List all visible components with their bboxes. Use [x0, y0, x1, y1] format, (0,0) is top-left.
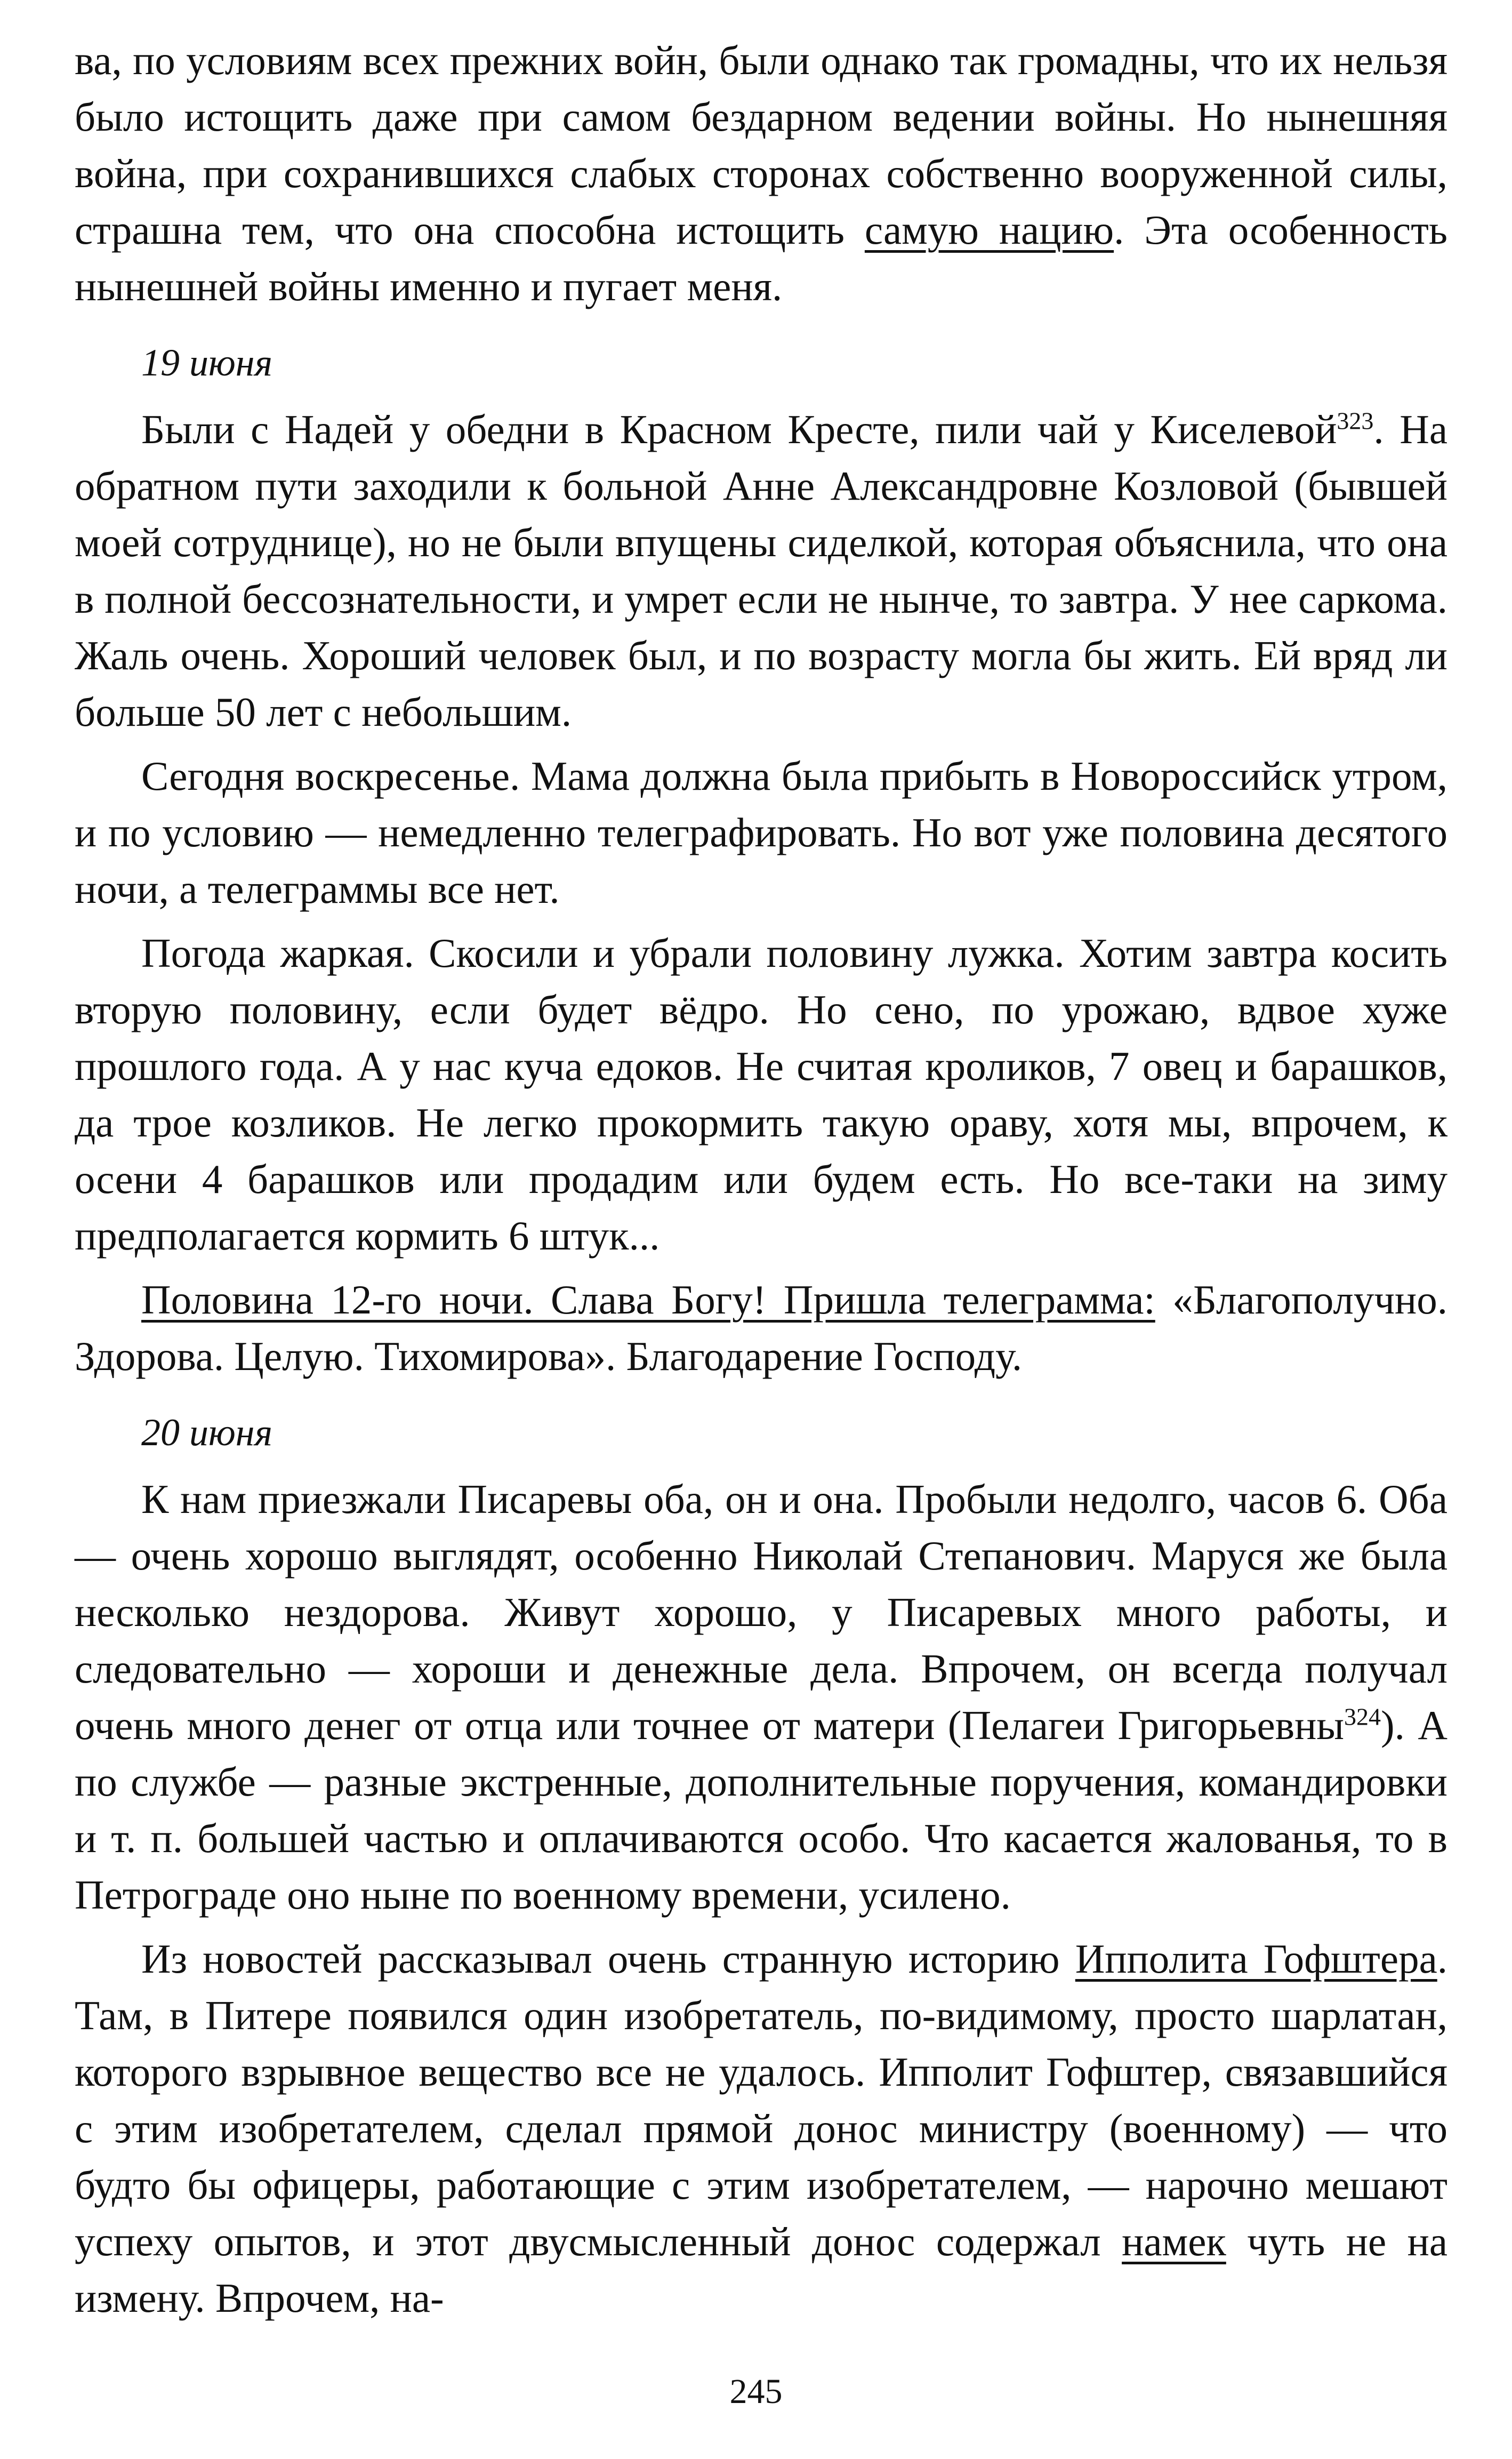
text-run: чуть не на измену. Впрочем, на-: [75, 2218, 1448, 2321]
text-run: . Там, в Питере появился один изобретатель, по-видимому, просто шарлатан, которого взрывное вещество все не удалось. Ипполит Гофштер, связавшийся с этим изобретателем, сделал прямой донос министру (военному) — что будто бы офицеры, работающие с этим изобретателем, — нарочно мешают успеху опытов, и этот двусмысленный донос содержал: [75, 1936, 1447, 2264]
footnote-ref: 323: [1337, 407, 1374, 435]
underlined-phrase: самую нацию: [864, 207, 1114, 253]
text-run: . Эта особенность нынешней войны именно и пугает меня.: [75, 207, 1447, 309]
text-run: . На обратном пути заходили к больной Анне Александровне Козловой (бывшей моей сотруднице), но не были впущены сиделкой, которая объяснила, что она в полной бессознательности, и умрет если не нынче, то завтра. У нее саркома. Жаль очень. Хороший человек был, и по возрасту могла бы жить. Ей вряд ли больше 50 лет с небольшим.: [75, 406, 1448, 735]
paragraph: [75, 401, 1447, 740]
paragraph: [75, 1931, 1447, 2326]
text-run: «Благополучно. Здорова. Целую. Тихомирова». Благодарение Господу.: [75, 1277, 1447, 1379]
text-run: Были с Надей у обедни в Красном Кресте, пили чай у Киселевой: [141, 406, 1337, 452]
underlined-phrase: намек: [1122, 2218, 1226, 2264]
paragraph: [75, 1471, 1447, 1923]
paragraph-continuation: [75, 32, 1447, 315]
footnote-ref: 324: [1344, 1703, 1381, 1731]
underlined-phrase: Ипполита Гофштера: [1075, 1936, 1437, 1982]
diary-date-heading: 20 июня: [141, 1411, 272, 1454]
book-page: [75, 32, 1447, 2394]
text-run: ). А по службе — разные экстренные, дополнительные поручения, командировки и т. п. большей частью и оплачиваются особо. Что касается жалованья, то в Петрограде оно ныне по военному времени, усилено.: [75, 1702, 1447, 1918]
paragraph: [75, 1271, 1447, 1384]
paragraph: Сегодня воскресенье. Мама должна была прибыть в Новороссийск утром, и по условию — немедленно телеграфировать. Но вот уже половина десятого ночи, а телеграммы все нет.: [75, 753, 1447, 912]
diary-date-heading: 19 июня: [141, 341, 272, 384]
underlined-phrase: Половина 12-го ночи. Слава Богу! Пришла телеграмма:: [141, 1277, 1155, 1323]
paragraph: Погода жаркая. Скосили и убрали половину лужка. Хотим завтра косить вторую половину, если будет вёдро. Но сено, по урожаю, вдвое хуже прошлого года. А у нас куча едоков. Не считая кроликов, 7 овец и барашков, да трое козликов. Не легко прокормить такую ораву, хотя мы, впрочем, к осени 4 барашков или продадим или будем есть. Но все-таки на зиму предполагается кормить 6 штук...: [75, 930, 1447, 1259]
text-run: Из новостей рассказывал очень странную историю: [141, 1936, 1075, 1982]
text-run: К нам приезжали Писаревы оба, он и она. Пробыли недолго, часов 6. Оба — очень хорошо выглядят, особенно Николай Степанович. Маруся же была несколько нездорова. Живут хорошо, у Писаревых много работы, и следовательно — хороши и денежные дела. Впрочем, он всегда получал очень много денег от отца или точнее от матери (Пелагеи Григорьевны: [75, 1476, 1447, 1748]
text-run: ва, по условиям всех прежних войн, были однако так громадны, что их нельзя было истощить даже при самом бездарном ведении войны. Но нынешняя война, при сохранившихся слабых сторонах собственно вооруженной силы, страшна тем, что она способна истощить: [75, 37, 1447, 253]
page-number: 245: [729, 2372, 783, 2411]
